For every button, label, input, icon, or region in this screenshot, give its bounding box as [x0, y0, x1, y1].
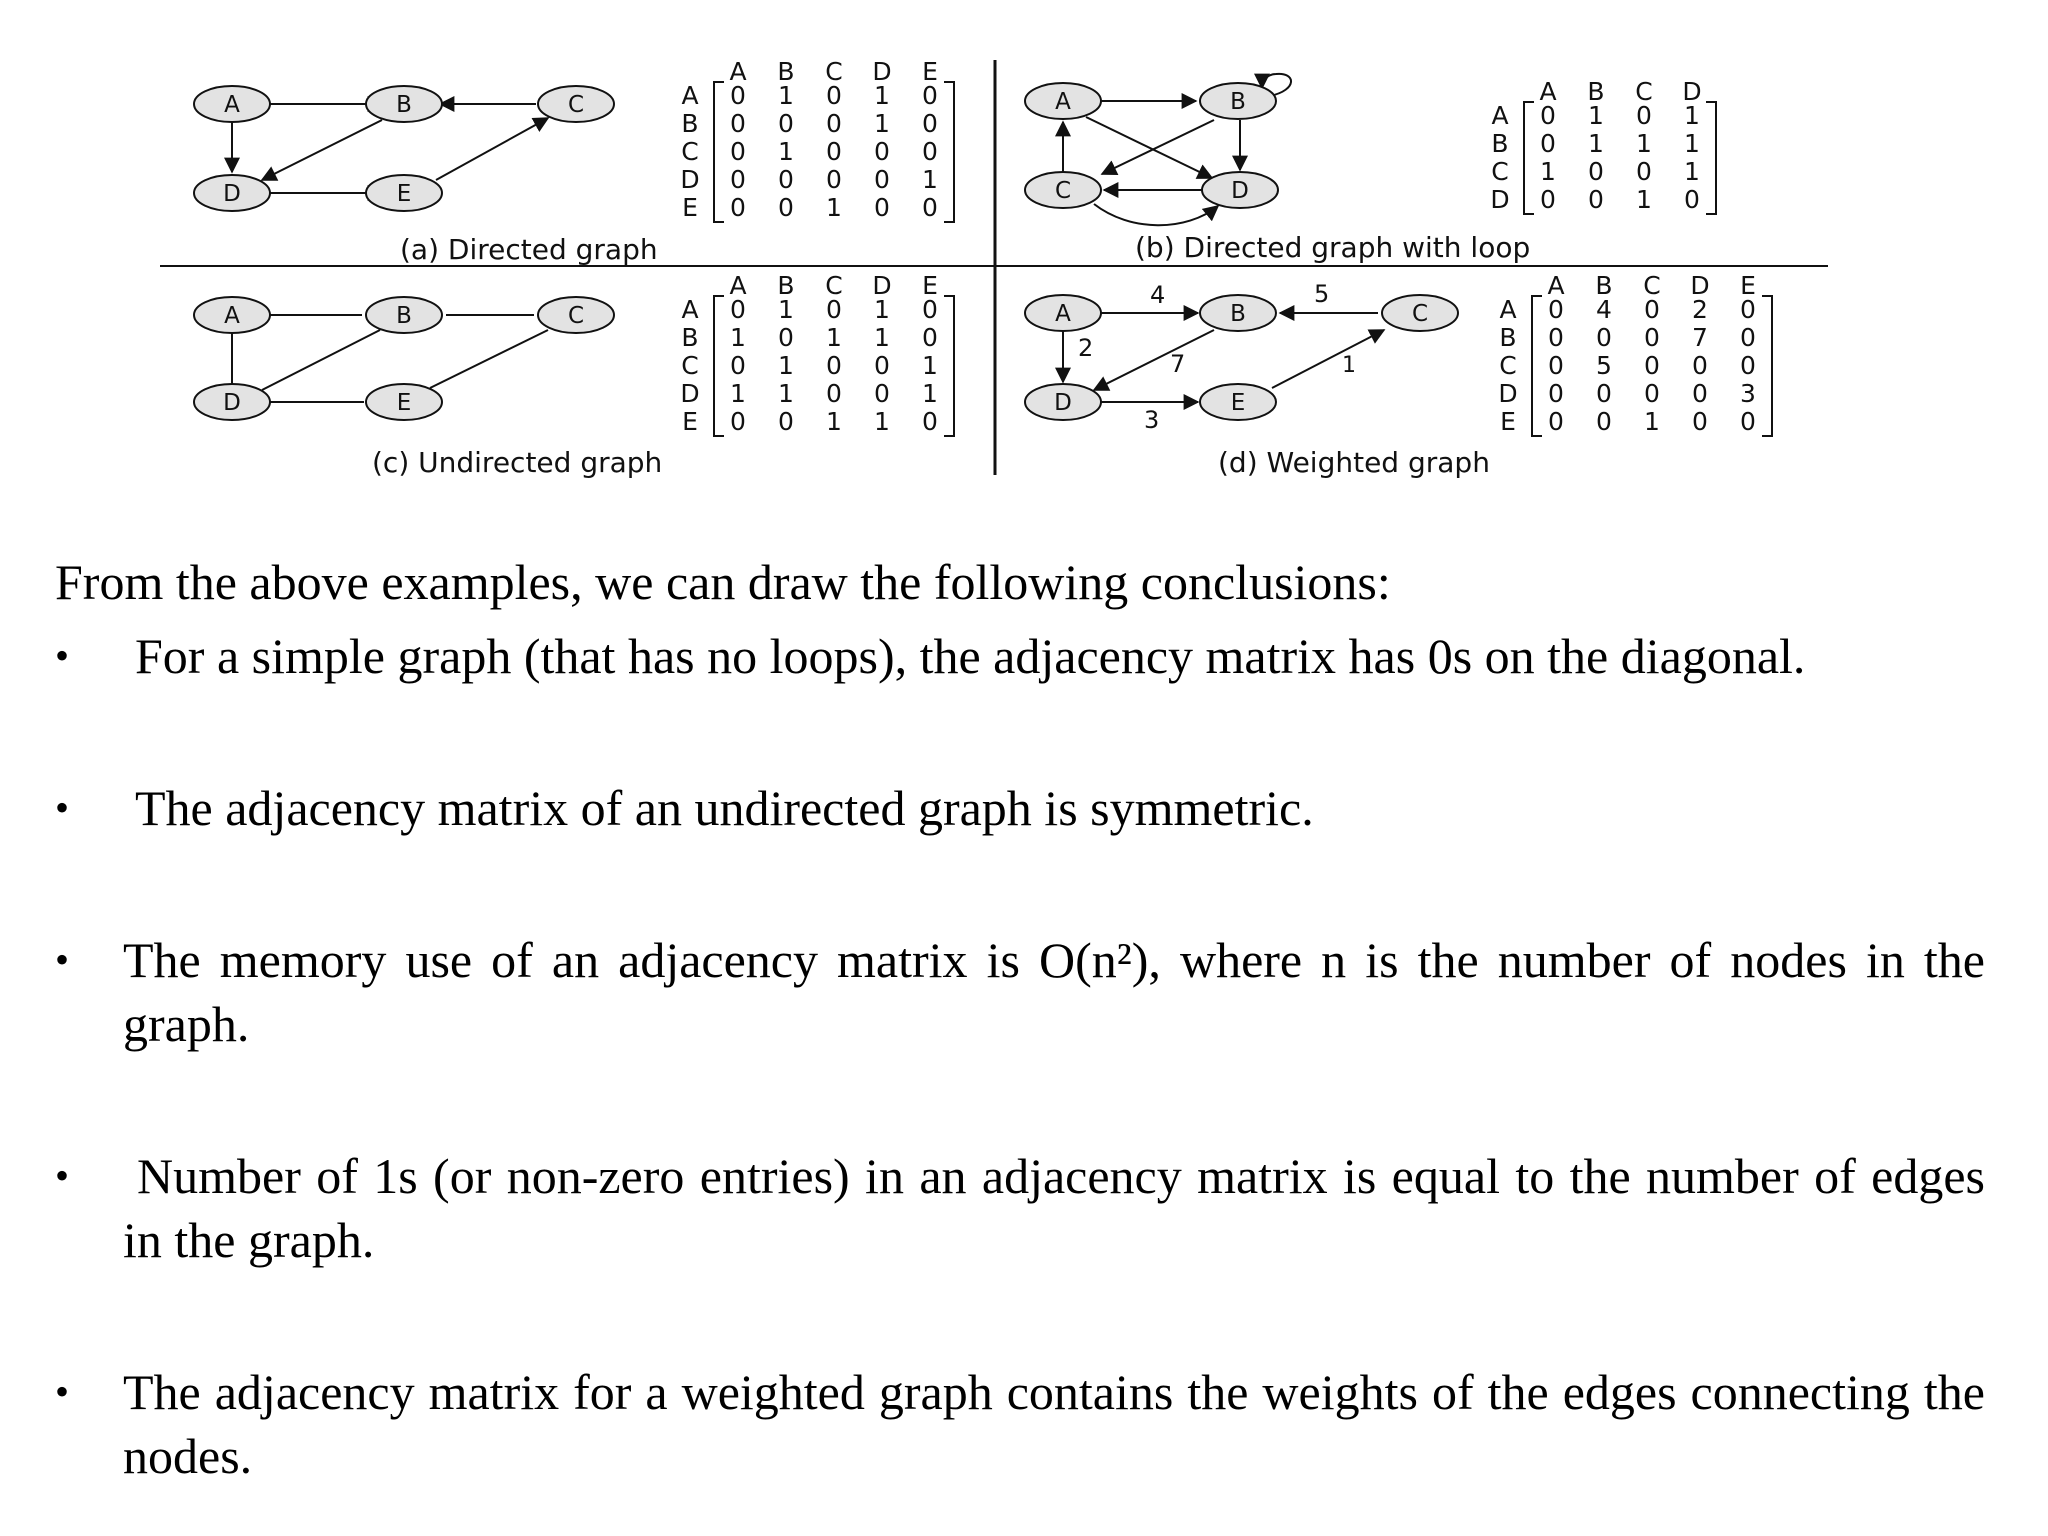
matrix-right-bracket	[1762, 296, 1772, 436]
matrix-col-label: A	[1539, 77, 1557, 106]
matrix-cell: 0	[1548, 379, 1564, 408]
node-a-d	[194, 175, 270, 211]
matrix-col-label: A	[1547, 271, 1565, 300]
matrix-row-label: D	[680, 165, 700, 194]
matrix-cell: 1	[874, 407, 890, 436]
svg-text:B: B	[396, 92, 412, 118]
matrix-cell: 0	[730, 109, 746, 138]
matrix-cell: 0	[922, 407, 938, 436]
svg-text:A: A	[224, 92, 240, 118]
matrix-cell: 0	[1540, 129, 1556, 158]
matrix-cell: 0	[1596, 379, 1612, 408]
node-b-a	[1025, 83, 1101, 119]
matrix-cell: 1	[730, 379, 746, 408]
node-d-d	[1025, 384, 1101, 420]
matrix-col-label: C	[825, 271, 843, 300]
matrix-cell: 0	[1740, 351, 1756, 380]
matrix-left-bracket	[714, 82, 724, 222]
weight-label-ec: 1	[1342, 353, 1356, 378]
matrix-cell: 1	[1588, 129, 1604, 158]
svg-text:C: C	[567, 303, 585, 329]
edge-d-bd	[1094, 330, 1214, 390]
matrix-row-label: C	[681, 137, 699, 166]
matrix-cell: 0	[922, 323, 938, 352]
node-d-a	[1025, 295, 1101, 331]
svg-text:C: C	[1411, 301, 1429, 327]
matrix-cell: 1	[922, 351, 938, 380]
matrix-cell: 0	[826, 137, 842, 166]
weight-label-ad: 2	[1078, 334, 1094, 362]
matrix-cell: 1	[730, 323, 746, 352]
matrix-row-label: B	[681, 323, 699, 352]
matrix-cell: 3	[1740, 379, 1756, 408]
weight-label-ab: 4	[1150, 281, 1166, 309]
edge-c-bd	[262, 330, 380, 390]
edge-b-ad	[1086, 117, 1212, 178]
matrix-col-label: A	[729, 271, 747, 300]
matrix-row-label: B	[681, 109, 699, 138]
matrix-cell: 1	[778, 379, 794, 408]
matrix-cell: 0	[778, 407, 794, 436]
matrix-cell: 2	[1692, 295, 1708, 324]
matrix-right-bracket	[944, 82, 954, 222]
edge-a-ec	[436, 118, 548, 180]
matrix-cell: 0	[826, 109, 842, 138]
node-b-d	[1202, 172, 1278, 208]
matrix-right-bracket	[944, 296, 954, 436]
matrix-cell: 0	[1644, 351, 1660, 380]
svg-text:A: A	[1055, 301, 1071, 327]
matrix-cell: 0	[1548, 407, 1564, 436]
matrix-cell: 0	[922, 137, 938, 166]
edge-d-ec	[1272, 330, 1384, 388]
matrix-cell: 0	[1684, 185, 1700, 214]
matrix-right-bracket	[1706, 102, 1716, 214]
matrix-cell: 1	[922, 165, 938, 194]
matrix-cell: 0	[826, 165, 842, 194]
conclusions-list	[55, 624, 1985, 1488]
matrix-cell: 1	[874, 109, 890, 138]
svg-text:D: D	[1054, 390, 1072, 416]
matrix-col-label: D	[1682, 77, 1702, 106]
matrix-cell: 0	[1644, 323, 1660, 352]
weight-label-bd: 7	[1170, 350, 1186, 378]
matrix-cell: 1	[826, 193, 842, 222]
matrix-row-label: D	[1490, 185, 1510, 214]
weight-label-de: 3	[1144, 406, 1160, 434]
matrix-row-label: E	[1500, 407, 1516, 436]
matrix-cell: 1	[1644, 407, 1660, 436]
svg-text:E: E	[396, 181, 412, 207]
matrix-row-label: E	[682, 407, 698, 436]
matrix-cell: 1	[778, 351, 794, 380]
matrix-cell: 0	[1548, 351, 1564, 380]
matrix-c	[680, 271, 954, 436]
matrix-cell: 1	[778, 137, 794, 166]
matrix-cell: 0	[1692, 351, 1708, 380]
matrix-cell: 0	[730, 81, 746, 110]
matrix-col-label: D	[1690, 271, 1710, 300]
svg-text:A: A	[224, 303, 240, 329]
matrix-cell: 7	[1692, 323, 1708, 352]
matrix-row-label: A	[681, 81, 699, 110]
node-a-e	[366, 175, 442, 211]
matrix-cell: 0	[1644, 295, 1660, 324]
matrix-col-label: C	[825, 57, 843, 86]
matrix-cell: 0	[874, 379, 890, 408]
node-c-a	[194, 297, 270, 333]
edge-b-bc	[1102, 120, 1214, 174]
matrix-cell: 0	[1636, 157, 1652, 186]
node-b-b	[1200, 83, 1276, 119]
matrix-cell: 0	[730, 137, 746, 166]
matrix-cell: 1	[1684, 129, 1700, 158]
matrix-cell: 0	[1548, 295, 1564, 324]
caption-a: (a) Directed graph	[400, 233, 658, 266]
matrix-cell: 0	[730, 295, 746, 324]
matrix-cell: 1	[1636, 185, 1652, 214]
matrix-cell: 0	[874, 193, 890, 222]
node-a-a	[194, 86, 270, 122]
matrix-cell: 1	[1684, 101, 1700, 130]
matrix-left-bracket	[1524, 102, 1534, 214]
matrix-row-label: C	[1491, 157, 1509, 186]
edge-c-ec	[430, 330, 548, 388]
matrix-d	[1498, 271, 1772, 436]
matrix-cell: 0	[922, 81, 938, 110]
matrix-cell: 0	[922, 109, 938, 138]
svg-text:C: C	[567, 92, 585, 118]
svg-text:B: B	[1230, 301, 1246, 327]
matrix-row-label: C	[1499, 351, 1517, 380]
caption-c: (c) Undirected graph	[372, 446, 663, 479]
svg-text:B: B	[396, 303, 412, 329]
bullet-dot-icon: •	[55, 1369, 70, 1414]
matrix-cell: 0	[778, 193, 794, 222]
matrix-cell: 0	[1588, 157, 1604, 186]
matrix-cell: 1	[874, 323, 890, 352]
matrix-row-label: A	[681, 295, 699, 324]
matrix-col-label: E	[922, 57, 938, 86]
matrix-col-label: B	[777, 57, 795, 86]
matrix-cell: 0	[778, 165, 794, 194]
matrix-cell: 0	[1540, 101, 1556, 130]
matrix-row-label: C	[681, 351, 699, 380]
weight-label-cb: 5	[1314, 280, 1330, 308]
matrix-cell: 0	[1540, 185, 1556, 214]
matrix-cell: 0	[730, 351, 746, 380]
matrix-cell: 1	[874, 81, 890, 110]
matrix-col-label: E	[922, 271, 938, 300]
matrix-cell: 0	[1588, 185, 1604, 214]
matrix-left-bracket	[714, 296, 724, 436]
matrix-row-label: B	[1499, 323, 1517, 352]
matrix-cell: 1	[1684, 157, 1700, 186]
matrix-row-label: E	[682, 193, 698, 222]
matrix-left-bracket	[1532, 296, 1542, 436]
conclusion-item: • The adjacency matrix of an undirected graph is symmetric.	[55, 776, 1985, 840]
matrix-cell: 0	[874, 165, 890, 194]
matrix-cell: 0	[922, 193, 938, 222]
node-c-b	[366, 297, 442, 333]
caption-b: (b) Directed graph with loop	[1135, 231, 1531, 264]
matrix-cell: 0	[1740, 295, 1756, 324]
matrix-col-label: A	[729, 57, 747, 86]
matrix-row-label: B	[1491, 129, 1509, 158]
matrix-cell: 0	[1692, 379, 1708, 408]
matrix-cell: 0	[874, 137, 890, 166]
matrix-cell: 0	[826, 295, 842, 324]
matrix-cell: 0	[826, 81, 842, 110]
bullet-dot-icon: •	[55, 633, 70, 678]
matrix-cell: 0	[730, 165, 746, 194]
adjacency-figure	[0, 0, 2048, 500]
matrix-cell: 0	[730, 193, 746, 222]
matrix-cell: 1	[778, 81, 794, 110]
conclusion-item: • Number of 1s (or non-zero entries) in an adjacency matrix is equal to the number of edges in the graph.	[55, 1144, 1985, 1272]
edge-b-cd-curve	[1094, 204, 1218, 225]
conclusions-intro: From the above examples, we can draw the following conclusions:	[55, 554, 1391, 610]
matrix-cell: 0	[1692, 407, 1708, 436]
matrix-a	[680, 57, 954, 222]
matrix-cell: 0	[874, 351, 890, 380]
svg-text:E: E	[1230, 390, 1246, 416]
matrix-cell: 0	[826, 379, 842, 408]
svg-text:B: B	[1230, 89, 1246, 115]
matrix-row-label: D	[680, 379, 700, 408]
matrix-cell: 0	[1740, 407, 1756, 436]
matrix-cell: 1	[1588, 101, 1604, 130]
node-a-c	[538, 86, 614, 122]
node-d-e	[1200, 384, 1276, 420]
matrix-row-label: D	[1498, 379, 1518, 408]
matrix-col-label: D	[872, 57, 892, 86]
matrix-col-label: B	[1595, 271, 1613, 300]
svg-text:D: D	[223, 181, 241, 207]
caption-d: (d) Weighted graph	[1218, 446, 1490, 479]
matrix-cell: 0	[778, 109, 794, 138]
matrix-cell: 0	[778, 323, 794, 352]
node-c-d	[194, 384, 270, 420]
node-c-e	[366, 384, 442, 420]
matrix-row-label: A	[1499, 295, 1517, 324]
conclusion-item: • The memory use of an adjacency matrix is O(n²), where n is the number of nodes in the graph.	[55, 928, 1985, 1056]
matrix-cell: 1	[922, 379, 938, 408]
matrix-cell: 1	[826, 407, 842, 436]
svg-text:D: D	[223, 390, 241, 416]
conclusion-item: • For a simple graph (that has no loops), the adjacency matrix has 0s on the diagonal.	[55, 624, 1985, 688]
node-b-c	[1025, 172, 1101, 208]
matrix-cell: 0	[1596, 407, 1612, 436]
matrix-cell: 0	[1596, 323, 1612, 352]
matrix-col-label: D	[872, 271, 892, 300]
matrix-cell: 0	[1740, 323, 1756, 352]
matrix-cell: 5	[1596, 351, 1612, 380]
edge-a-bd	[262, 120, 382, 180]
node-d-b	[1200, 295, 1276, 331]
matrix-cell: 1	[826, 323, 842, 352]
matrix-cell: 1	[778, 295, 794, 324]
node-c-c	[538, 297, 614, 333]
bullet-dot-icon: •	[55, 785, 70, 830]
matrix-col-label: E	[1740, 271, 1756, 300]
matrix-cell: 0	[1636, 101, 1652, 130]
matrix-cell: 0	[922, 295, 938, 324]
svg-text:E: E	[396, 390, 412, 416]
conclusions-section	[55, 552, 1985, 1488]
node-d-c	[1382, 295, 1458, 331]
matrix-cell: 1	[874, 295, 890, 324]
conclusion-item: • The adjacency matrix for a weighted graph contains the weights of the edges connecting the nodes.	[55, 1360, 1985, 1488]
svg-text:D: D	[1231, 178, 1249, 204]
matrix-cell: 0	[826, 351, 842, 380]
bullet-dot-icon: •	[55, 937, 70, 982]
bullet-dot-icon: •	[55, 1153, 70, 1198]
svg-text:C: C	[1054, 178, 1072, 204]
matrix-col-label: C	[1643, 271, 1661, 300]
svg-text:A: A	[1055, 89, 1071, 115]
matrix-cell: 0	[1548, 323, 1564, 352]
matrix-col-label: B	[1587, 77, 1605, 106]
matrix-cell: 0	[730, 407, 746, 436]
matrix-cell: 1	[1636, 129, 1652, 158]
matrix-cell: 4	[1596, 295, 1612, 324]
matrix-col-label: C	[1635, 77, 1653, 106]
matrix-row-label: A	[1491, 101, 1509, 130]
matrix-cell: 0	[1644, 379, 1660, 408]
matrix-b	[1490, 77, 1716, 214]
matrix-col-label: B	[777, 271, 795, 300]
matrix-cell: 1	[1540, 157, 1556, 186]
node-a-b	[366, 86, 442, 122]
